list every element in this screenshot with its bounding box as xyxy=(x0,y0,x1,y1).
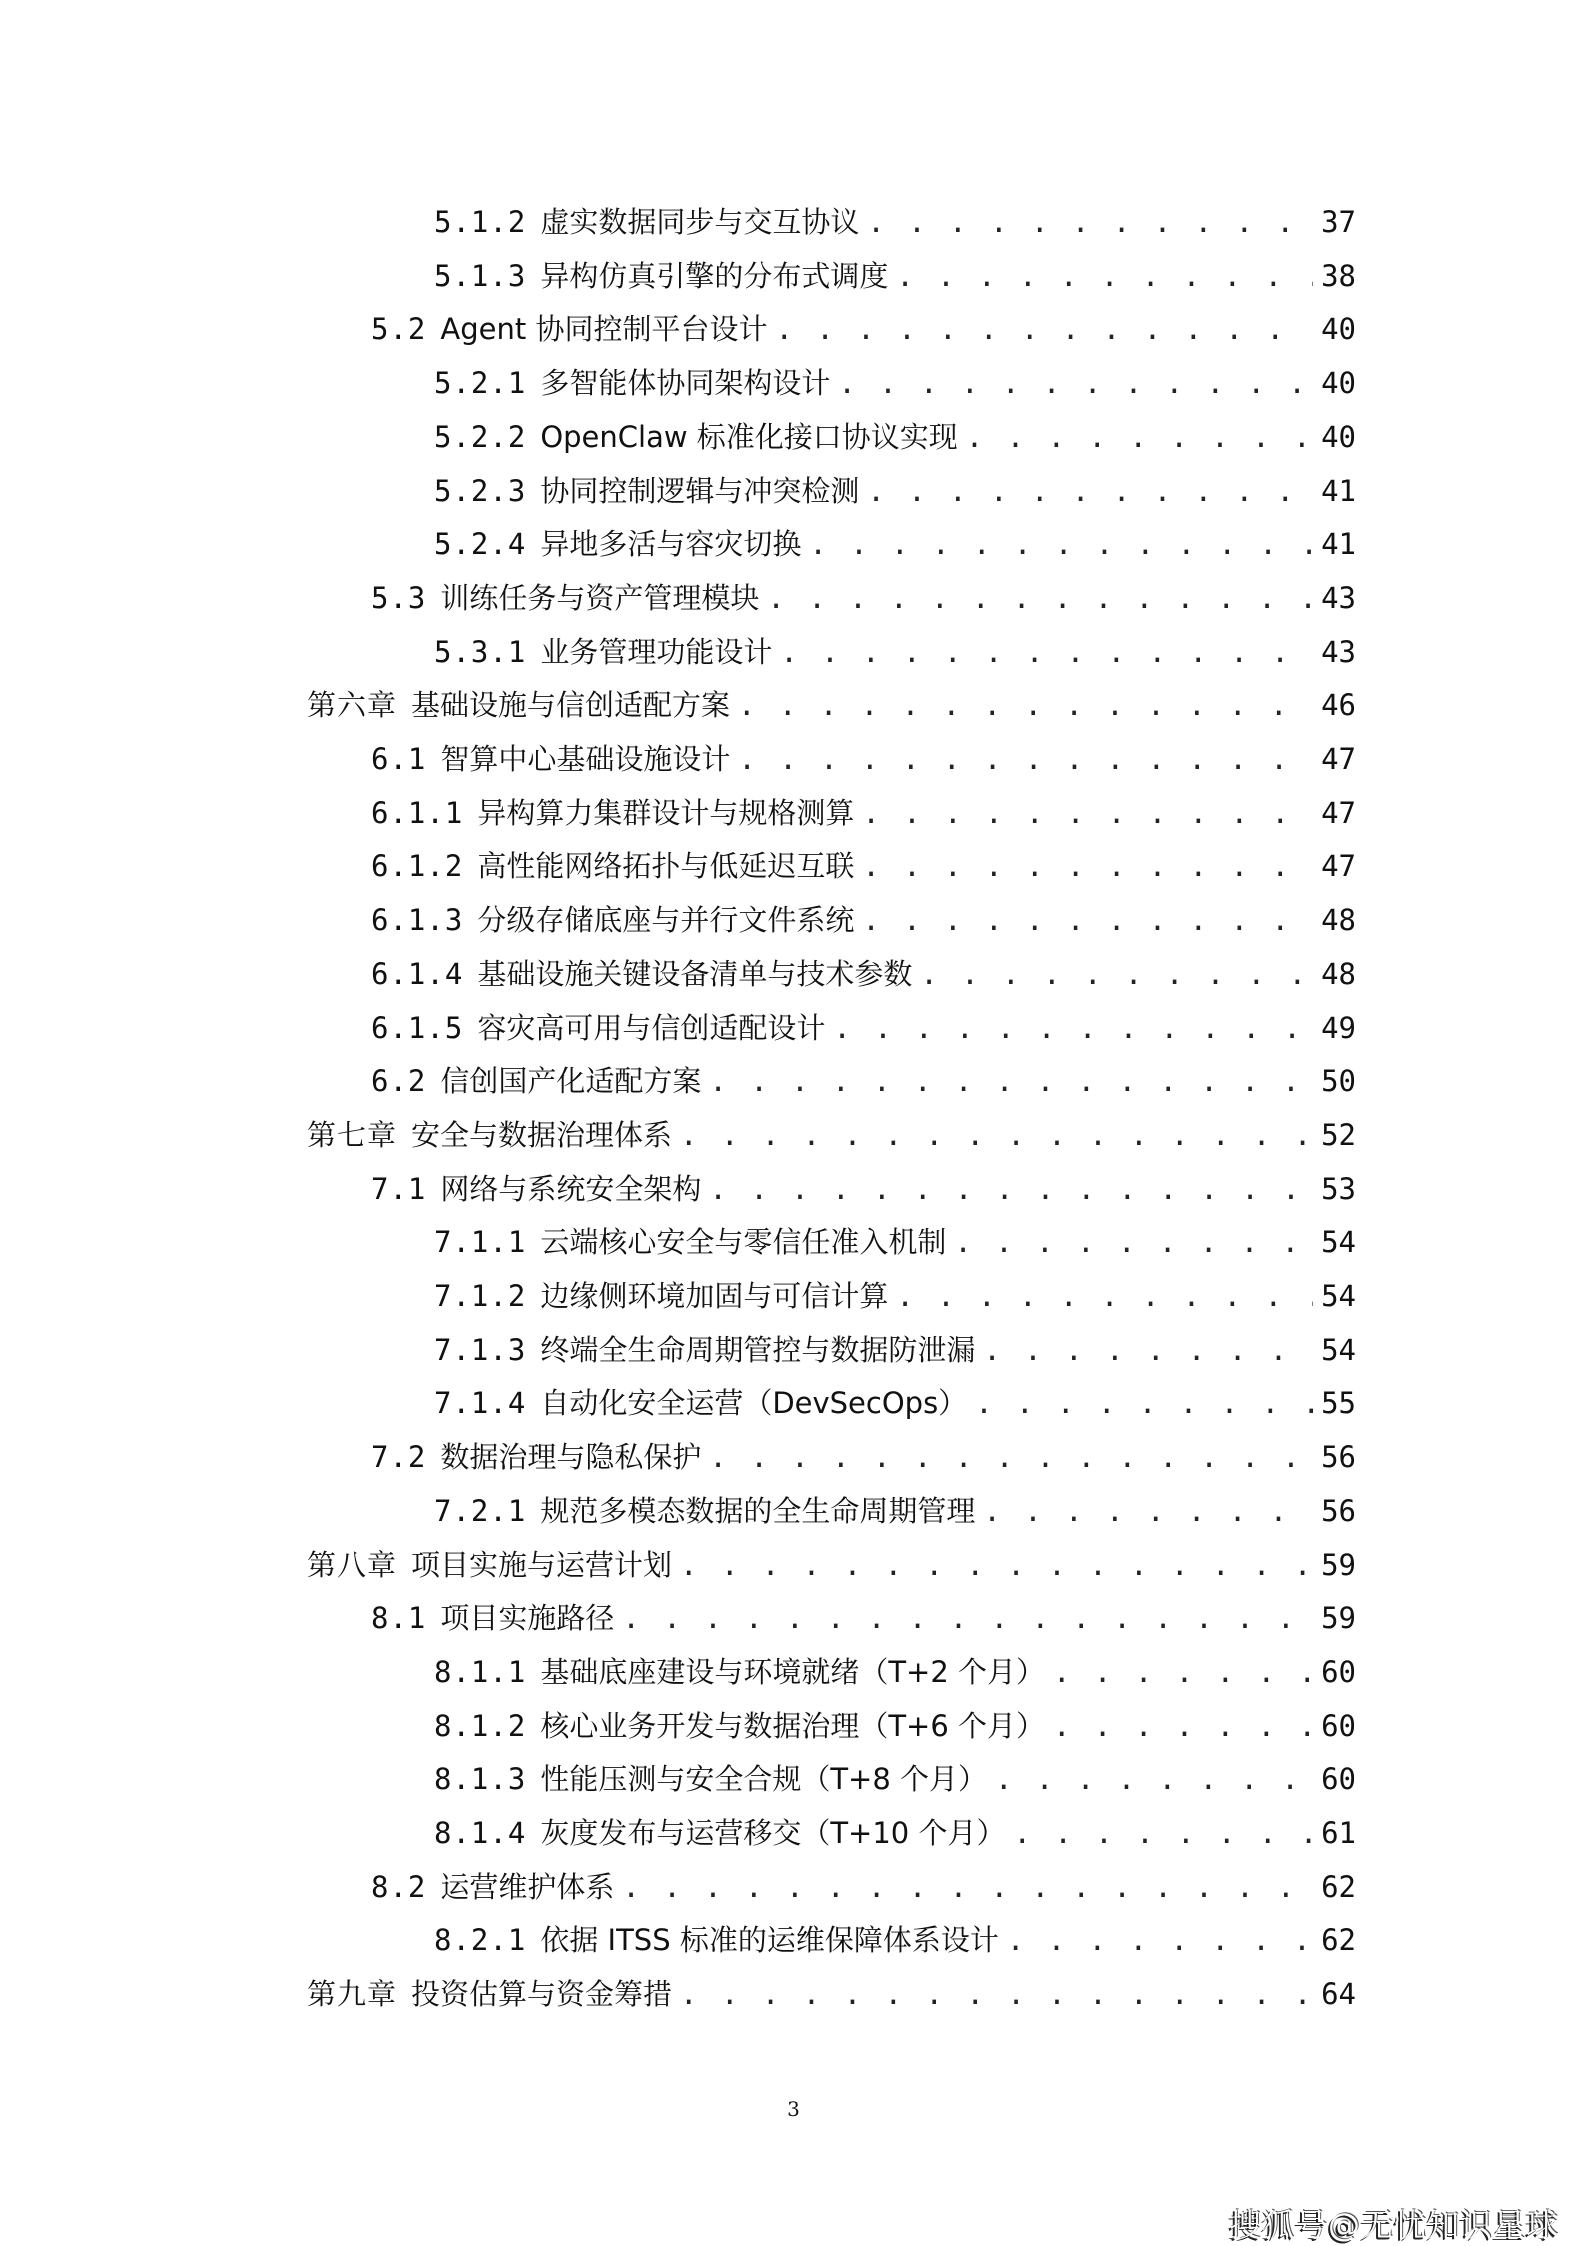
toc-entry-title: 投资估算与资金筹措 xyxy=(411,1977,673,2012)
toc-entry-title: 项目实施路径 xyxy=(440,1601,615,1636)
toc-entry[interactable] xyxy=(371,791,1356,841)
dot-leader xyxy=(1053,1655,1313,1689)
dot-leader xyxy=(622,1601,1313,1635)
page-number: 3 xyxy=(787,2097,800,2121)
dot-leader xyxy=(1053,1709,1313,1743)
toc-entry-title: 虚实数据同步与交互协议 xyxy=(540,205,860,239)
dot-leader xyxy=(680,1548,1313,1582)
dot-leader xyxy=(966,420,1313,454)
dot-leader xyxy=(983,1333,1313,1367)
toc-entry-title: 边缘侧环境加固与可信计算 xyxy=(540,1279,889,1313)
toc-entry-number: 5.2.4 xyxy=(434,527,527,562)
toc-entry-page: 52 xyxy=(1321,1117,1356,1152)
toc-entry-number: 7.1.1 xyxy=(434,1225,527,1260)
dot-leader xyxy=(983,1494,1313,1528)
toc-entry-number: 7.2.1 xyxy=(434,1493,527,1528)
toc-entry-page: 40 xyxy=(1321,419,1356,454)
toc-entry[interactable] xyxy=(434,1704,1356,1754)
toc-entry-title: 协同控制逻辑与冲突检测 xyxy=(540,473,860,508)
dot-leader xyxy=(775,312,1313,346)
dot-leader xyxy=(709,1440,1313,1474)
toc-entry-page: 38 xyxy=(1321,258,1356,293)
toc-entry[interactable] xyxy=(434,1328,1356,1378)
dot-leader xyxy=(709,1064,1313,1098)
toc-entry-title: 数据治理与隐私保护 xyxy=(440,1440,702,1475)
toc-entry-number: 7.1.4 xyxy=(434,1386,527,1421)
dot-leader xyxy=(809,527,1313,561)
dot-leader xyxy=(709,1172,1313,1206)
toc-entry-title: 网络与系统安全架构 xyxy=(440,1171,702,1206)
toc-entry-title: 高性能网络拓扑与低延迟互联 xyxy=(477,849,855,884)
toc-entry-number: 6.1.5 xyxy=(371,1010,464,1045)
dot-leader xyxy=(954,1225,1313,1259)
toc-entry-page: 59 xyxy=(1321,1547,1356,1582)
toc-entry-title: 容灾高可用与信创适配设计 xyxy=(477,1010,826,1045)
toc-entry-number: 8.1 xyxy=(371,1601,427,1636)
toc-entry[interactable] xyxy=(307,1543,1356,1593)
toc-entry-page: 40 xyxy=(1321,312,1356,347)
toc-entry-page: 40 xyxy=(1321,366,1356,401)
toc-entry-page: 41 xyxy=(1321,473,1356,508)
toc-entry-title: 分级存储底座与并行文件系统 xyxy=(477,903,855,938)
dot-leader xyxy=(896,259,1313,293)
toc-entry-title: 业务管理功能设计 xyxy=(540,634,773,669)
toc-entry-title: 智算中心基础设施设计 xyxy=(440,742,731,776)
dot-leader xyxy=(975,1386,1313,1420)
toc-entry-title: OpenClaw 标准化接口协议实现 xyxy=(540,419,958,454)
toc-entry-page: 62 xyxy=(1321,1869,1356,1904)
toc-entry-title: 自动化安全运营（DevSecOps） xyxy=(540,1386,968,1421)
toc-entry[interactable] xyxy=(434,361,1356,411)
toc-entry-number: 7.1 xyxy=(371,1171,427,1206)
toc-entry-number: 第六章 xyxy=(307,688,398,723)
toc-entry-page: 60 xyxy=(1321,1654,1356,1689)
toc-entry[interactable] xyxy=(434,1918,1356,1968)
toc-entry-number: 6.1.1 xyxy=(371,795,464,830)
toc-entry-page: 50 xyxy=(1321,1064,1356,1099)
dot-leader xyxy=(838,366,1313,400)
toc-entry-number: 6.1.4 xyxy=(371,956,464,991)
toc-entry[interactable] xyxy=(371,1435,1356,1485)
toc-entry[interactable] xyxy=(371,1059,1356,1109)
toc-entry-title: 异构仿真引擎的分布式调度 xyxy=(540,258,889,293)
toc-entry[interactable] xyxy=(434,1650,1356,1700)
toc-entry[interactable] xyxy=(434,254,1356,304)
toc-entry[interactable] xyxy=(371,898,1356,948)
toc-entry-number: 5.2.2 xyxy=(434,419,527,454)
dot-leader xyxy=(680,1118,1313,1152)
dot-leader xyxy=(738,742,1313,776)
toc-entry-page: 47 xyxy=(1321,849,1356,884)
toc-entry-title: 安全与数据治理体系 xyxy=(411,1117,673,1152)
toc-entry[interactable] xyxy=(371,1006,1356,1056)
toc-entry-number: 8.1.4 xyxy=(434,1816,527,1850)
dot-leader xyxy=(1007,1923,1313,1957)
toc-entry-page: 47 xyxy=(1321,742,1356,776)
toc-entry-number: 8.1.3 xyxy=(434,1762,527,1797)
toc-entry[interactable] xyxy=(434,1274,1356,1324)
dot-leader xyxy=(780,635,1313,669)
dot-leader xyxy=(680,1977,1313,2011)
toc-entry-number: 8.1.1 xyxy=(434,1654,527,1689)
dot-leader xyxy=(862,903,1313,937)
toc-entry-title: 核心业务开发与数据治理（T+6 个月） xyxy=(540,1708,1045,1743)
dot-leader xyxy=(867,474,1313,508)
toc-entry-title: 灰度发布与运营移交（T+10 个月） xyxy=(540,1816,1006,1850)
toc-entry[interactable] xyxy=(434,1489,1356,1539)
toc-entry[interactable] xyxy=(307,683,1356,733)
toc-entry-number: 6.1.2 xyxy=(371,849,464,884)
toc-entry[interactable] xyxy=(371,1596,1356,1646)
toc-entry-title: 基础设施与信创适配方案 xyxy=(411,688,731,723)
toc-entry[interactable] xyxy=(371,576,1356,626)
toc-entry-title: 信创国产化适配方案 xyxy=(440,1064,702,1099)
toc-entry-page: 59 xyxy=(1321,1601,1356,1636)
toc-entry-title: 性能压测与安全合规（T+8 个月） xyxy=(540,1762,987,1797)
toc-entry-title: 基础设施关键设备清单与技术参数 xyxy=(477,956,913,991)
dot-leader xyxy=(767,581,1313,615)
dot-leader xyxy=(920,957,1313,991)
toc-entry-number: 5.3.1 xyxy=(434,634,527,669)
toc-entry-page: 49 xyxy=(1321,1010,1356,1045)
toc-entry-page: 48 xyxy=(1321,903,1356,938)
toc-entry-page: 54 xyxy=(1321,1332,1356,1367)
toc-entry-page: 37 xyxy=(1321,205,1356,239)
toc-entry-page: 43 xyxy=(1321,634,1356,669)
toc-entry-number: 第九章 xyxy=(307,1977,398,2012)
toc-entry[interactable] xyxy=(371,307,1356,357)
toc-entry-number: 8.2 xyxy=(371,1869,427,1904)
dot-leader xyxy=(896,1279,1313,1313)
dot-leader xyxy=(867,205,1313,239)
toc-entry-number: 5.2.1 xyxy=(434,366,527,401)
toc-entry[interactable] xyxy=(434,1757,1356,1807)
toc-entry-title: 异构算力集群设计与规格测算 xyxy=(477,795,855,830)
toc-entry-title: 终端全生命周期管控与数据防泄漏 xyxy=(540,1332,976,1367)
toc-entry-number: 5.1.2 xyxy=(434,205,527,239)
toc-entry[interactable] xyxy=(434,522,1356,572)
toc-entry-page: 62 xyxy=(1321,1923,1356,1958)
toc-entry-page: 64 xyxy=(1321,1977,1356,2012)
toc-entry-number: 7.1.3 xyxy=(434,1332,527,1367)
toc-entry-title: 异地多活与容灾切换 xyxy=(540,527,802,562)
toc-entry[interactable] xyxy=(371,1167,1356,1217)
dot-leader xyxy=(738,688,1313,722)
toc-entry-title: 多智能体协同架构设计 xyxy=(540,366,831,401)
toc-entry-number: 6.2 xyxy=(371,1064,427,1099)
toc-entry-number: 第七章 xyxy=(307,1117,398,1152)
toc-entry-page: 43 xyxy=(1321,580,1356,615)
toc-entry-title: 项目实施与运营计划 xyxy=(411,1547,673,1582)
toc-entry-title: 基础底座建设与环境就绪（T+2 个月） xyxy=(540,1654,1045,1689)
toc-entry-title: Agent 协同控制平台设计 xyxy=(440,312,768,347)
toc-entry-number: 8.1.2 xyxy=(434,1708,527,1743)
toc-entry-page: 54 xyxy=(1321,1279,1356,1313)
toc-entry[interactable] xyxy=(371,1865,1356,1915)
toc-entry-page: 55 xyxy=(1321,1386,1356,1421)
toc-entry[interactable] xyxy=(371,952,1356,1002)
toc-entry[interactable] xyxy=(434,415,1356,465)
toc-entry-page: 53 xyxy=(1321,1171,1356,1206)
watermark: 搜狐号@无忧知识星球 xyxy=(1228,2206,1559,2244)
toc-entry[interactable] xyxy=(307,1113,1356,1163)
toc-entry-number: 5.3 xyxy=(371,580,427,615)
toc-entry-number: 5.2 xyxy=(371,312,427,347)
toc-entry[interactable] xyxy=(371,737,1356,787)
toc-entry-title: 运营维护体系 xyxy=(440,1869,615,1904)
toc-entry-page: 60 xyxy=(1321,1762,1356,1797)
toc-entry[interactable] xyxy=(434,630,1356,680)
toc-entry-title: 依据 ITSS 标准的运维保障体系设计 xyxy=(540,1923,999,1958)
toc-entry-number: 6.1.3 xyxy=(371,903,464,938)
toc-entry-page: 54 xyxy=(1321,1225,1356,1260)
toc-entry-page: 46 xyxy=(1321,688,1356,723)
toc-entry[interactable] xyxy=(434,1381,1356,1431)
toc-entry[interactable] xyxy=(434,1811,1356,1861)
toc-entry-title: 云端核心安全与零信任准入机制 xyxy=(540,1225,947,1260)
dot-leader xyxy=(622,1870,1313,1904)
toc-entry-page: 56 xyxy=(1321,1493,1356,1528)
toc-entry-page: 47 xyxy=(1321,795,1356,830)
toc-entry-number: 5.2.3 xyxy=(434,473,527,508)
toc-entry-page: 61 xyxy=(1321,1816,1356,1850)
toc-entry-title: 规范多模态数据的全生命周期管理 xyxy=(540,1493,976,1528)
toc-entry[interactable] xyxy=(371,844,1356,894)
dot-leader xyxy=(862,796,1313,830)
toc-entry[interactable] xyxy=(307,1972,1356,2022)
toc-entry-number: 6.1 xyxy=(371,742,427,776)
toc-entry[interactable] xyxy=(434,469,1356,519)
dot-leader xyxy=(833,1011,1313,1045)
dot-leader xyxy=(1013,1816,1313,1850)
toc-entry-number: 7.2 xyxy=(371,1440,427,1475)
toc-entry[interactable] xyxy=(434,200,1356,250)
toc-entry-number: 7.1.2 xyxy=(434,1279,527,1313)
toc-entry[interactable] xyxy=(434,1220,1356,1270)
toc-entry-title: 训练任务与资产管理模块 xyxy=(440,580,760,615)
toc-entry-number: 8.2.1 xyxy=(434,1923,527,1958)
toc-entry-number: 第八章 xyxy=(307,1547,398,1582)
toc-entry-number: 5.1.3 xyxy=(434,258,527,293)
dot-leader xyxy=(995,1762,1313,1796)
toc-entry-page: 41 xyxy=(1321,527,1356,562)
toc-entry-page: 56 xyxy=(1321,1440,1356,1475)
dot-leader xyxy=(862,849,1313,883)
toc-entry-page: 60 xyxy=(1321,1708,1356,1743)
toc-entry-page: 48 xyxy=(1321,956,1356,991)
